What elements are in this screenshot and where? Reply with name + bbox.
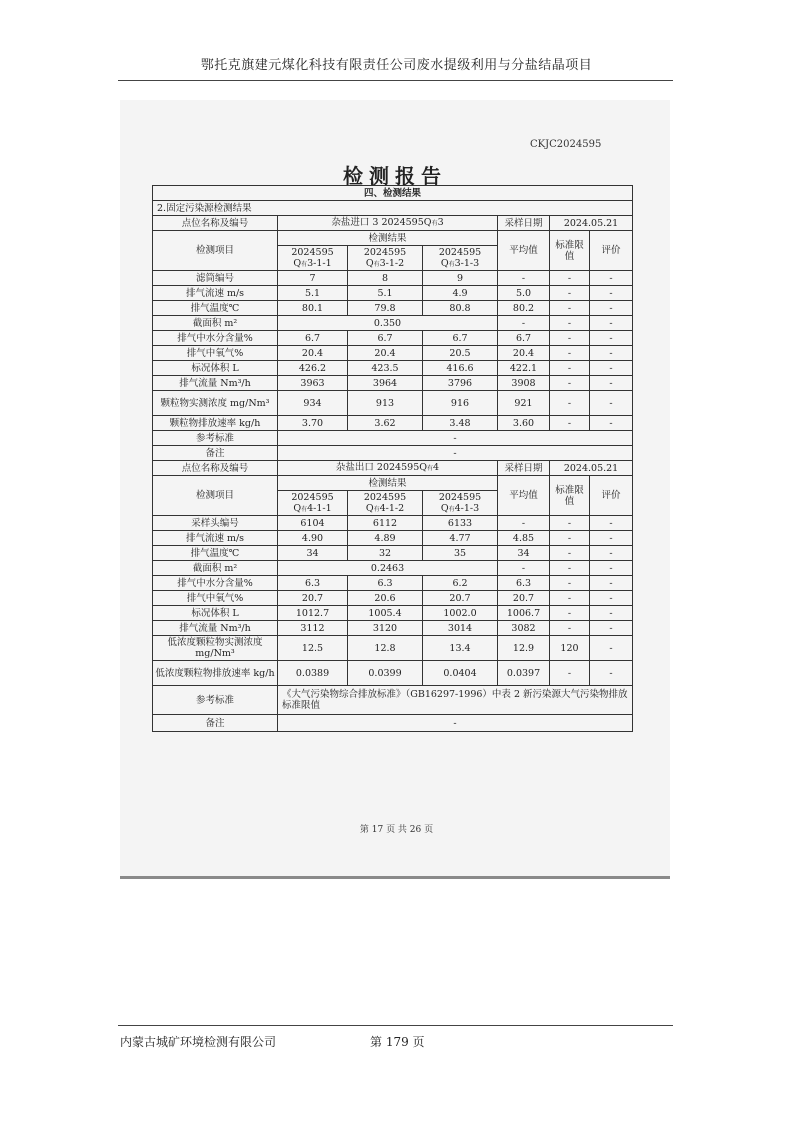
evaluation-value: - [590,621,633,636]
result-value: 80.8 [423,301,498,316]
report-title: 检测报告 [343,164,447,188]
result-value: 6.2 [423,576,498,591]
item-name: 颗粒物排放速率 kg/h [153,416,278,431]
data-row [153,416,633,431]
footer-page-number: 第 179 页 [370,1035,425,1049]
average-value: 12.9 [498,636,550,661]
data-row [153,316,633,331]
result-value: 6.7 [423,331,498,346]
sample-prefix: 2024595 [363,491,407,503]
result-value: 426.2 [278,361,348,376]
remarks-label: 备注 [153,715,278,732]
report-code: CKJC2024595 [530,139,602,150]
sample-subscript: 有 [448,260,455,268]
results-header: 检测结果 [278,231,498,246]
result-value: 3963 [278,376,348,391]
evaluation-value: - [590,416,633,431]
sample-code-suffix: 3-1-1 [307,257,332,269]
average-value: 4.85 [498,531,550,546]
limit-value: - [550,416,590,431]
item-name: 排气温度℃ [153,546,278,561]
point-text: 杂盐进口 3 2024595Q [331,217,432,228]
result-value: 3112 [278,621,348,636]
average-value: 0.0397 [498,661,550,686]
point-label: 点位名称及编号 [153,461,278,476]
item-name: 排气中氧气% [153,346,278,361]
average-value: 422.1 [498,361,550,376]
evaluation-value: - [590,346,633,361]
result-value: 20.4 [348,346,423,361]
remarks-row [153,446,633,461]
remarks-value: - [278,446,633,461]
report-page-indicator: 第 17 页 共 26 页 [359,825,434,835]
sampling-date-label: 采样日期 [498,461,550,476]
remarks-value: - [278,715,633,732]
result-value: 20.5 [423,346,498,361]
data-row [153,391,633,416]
sample-code [278,246,348,271]
result-value: 3.48 [423,416,498,431]
result-value: 1012.7 [278,606,348,621]
result-value: 80.1 [278,301,348,316]
result-value: 20.7 [278,591,348,606]
result-value: 1005.4 [348,606,423,621]
data-row [153,361,633,376]
data-row [153,576,633,591]
result-value: 35 [423,546,498,561]
data-row [153,661,633,686]
result-value: 4.89 [348,531,423,546]
evaluation-value: - [590,606,633,621]
sampling-date-label: 采样日期 [498,216,550,231]
item-name: 排气中氧气% [153,591,278,606]
data-row [153,591,633,606]
average-value: 6.7 [498,331,550,346]
header-divider [118,80,673,81]
limit-value: - [550,546,590,561]
result-value: 20.4 [278,346,348,361]
result-value: 34 [278,546,348,561]
item-name: 截面积 m² [153,561,278,576]
evaluation-value: - [590,661,633,686]
item-name: 截面积 m² [153,316,278,331]
data-row [153,286,633,301]
footer-divider [118,1025,673,1026]
result-value: 7 [278,271,348,286]
data-row [153,561,633,576]
point-row [153,216,633,231]
result-value: 6.7 [278,331,348,346]
evaluation-value: - [590,391,633,416]
result-value: 79.8 [348,301,423,316]
limit-value: - [550,661,590,686]
result-value: 12.8 [348,636,423,661]
result-value: 3120 [348,621,423,636]
item-name: 标况体积 L [153,361,278,376]
result-value: 0.0389 [278,661,348,686]
average-value: 3.60 [498,416,550,431]
result-value: 13.4 [423,636,498,661]
limit-value: - [550,301,590,316]
average-value: - [498,271,550,286]
limit-value: - [550,271,590,286]
document-header-title: 鄂托克旗建元煤化科技有限责任公司废水提级利用与分盐结晶项目 [200,58,593,73]
reference-label: 参考标准 [153,686,278,715]
average-value: 921 [498,391,550,416]
item-name: 标况体积 L [153,606,278,621]
sample-q: Q [440,502,449,514]
data-row [153,606,633,621]
data-row [153,331,633,346]
evaluation-header: 评价 [590,231,633,271]
reference-row [153,431,633,446]
item-name: 低浓度颗粒物排放速率 kg/h [153,661,278,686]
header-row [153,476,633,491]
sample-code-suffix: 3-1-2 [379,257,405,269]
evaluation-value: - [590,591,633,606]
result-value: 3.70 [278,416,348,431]
point-subscript: 有 [431,220,438,227]
average-value: 6.3 [498,576,550,591]
limit-value: - [550,286,590,301]
limit-value: - [550,621,590,636]
header-row [153,231,633,246]
average-value: 1006.7 [498,606,550,621]
result-value: 5.1 [348,286,423,301]
remarks-row [153,715,633,732]
result-value: 9 [423,271,498,286]
data-row [153,546,633,561]
data-row [153,531,633,546]
result-value: 6133 [423,516,498,531]
sample-code-suffix: 3-1-3 [454,257,480,269]
item-name: 排气流速 m/s [153,531,278,546]
sample-prefix: 2024595 [291,246,334,258]
average-value: 80.2 [498,301,550,316]
evaluation-value: - [590,531,633,546]
evaluation-value: - [590,516,633,531]
evaluation-value: - [590,316,633,331]
average-value: 34 [498,546,550,561]
item-name: 排气流量 Nm³/h [153,621,278,636]
data-row [153,376,633,391]
result-value: 6112 [348,516,423,531]
limit-value: - [550,591,590,606]
sample-code [348,491,423,516]
point-label: 点位名称及编号 [153,216,278,231]
result-value: 423.5 [348,361,423,376]
evaluation-value: - [590,301,633,316]
evaluation-value: - [590,636,633,661]
item-name: 采样头编号 [153,516,278,531]
reference-row [153,686,633,715]
sample-q: Q [293,502,302,514]
limit-value: - [550,561,590,576]
sample-subscript: 有 [301,505,308,513]
sample-code-suffix: 4-1-1 [307,502,332,514]
footer-company-name: 内蒙古城矿环境检测有限公司 [120,1035,277,1049]
sample-subscript: 有 [448,505,455,513]
result-value: 3014 [423,621,498,636]
item-name: 低浓度颗粒物实测浓度 mg/Nm³ [153,636,278,661]
reference-value: - [278,431,633,446]
point-text: 杂盐出口 2024595Q [335,462,428,473]
average-value: - [498,516,550,531]
result-value: 6.3 [348,576,423,591]
result-value: 3964 [348,376,423,391]
point-value [278,216,498,231]
result-value: 0.0399 [348,661,423,686]
section-title: 四、检测结果 [153,186,633,201]
remarks-label: 备注 [153,446,278,461]
data-row [153,271,633,286]
limit-value: - [550,376,590,391]
average-value: - [498,316,550,331]
average-value: 20.7 [498,591,550,606]
limit-value: - [550,361,590,376]
result-value: 32 [348,546,423,561]
sample-subscript: 有 [373,505,380,513]
merged-value: 0.350 [278,316,498,331]
sample-code [423,491,498,516]
result-value: 4.9 [423,286,498,301]
sample-code [278,491,348,516]
result-value: 4.90 [278,531,348,546]
reference-label: 参考标准 [153,431,278,446]
point-suffix: 3 [437,217,444,228]
sample-code-suffix: 4-1-2 [379,502,405,514]
limit-value: - [550,576,590,591]
item-name: 排气流速 m/s [153,286,278,301]
average-value: 3908 [498,376,550,391]
limit-value: 120 [550,636,590,661]
average-header: 平均值 [498,476,550,516]
point-row [153,461,633,476]
average-value: - [498,561,550,576]
limit-value: - [550,346,590,361]
limit-value: - [550,391,590,416]
result-value: 6.3 [278,576,348,591]
result-value: 6.7 [348,331,423,346]
item-name: 排气中水分含量% [153,331,278,346]
sample-code-suffix: 4-1-3 [454,502,480,514]
reference-value: 《大气污染物综合排放标准》（GB16297-1996）中表 2 新污染源大气污染物排放标准限值 [278,686,633,715]
sample-prefix: 2024595 [438,491,482,503]
sample-q: Q [440,257,449,269]
evaluation-value: - [590,331,633,346]
evaluation-value: - [590,546,633,561]
result-value: 8 [348,271,423,286]
item-name: 排气中水分含量% [153,576,278,591]
sample-subscript: 有 [373,260,380,268]
limit-header: 标准限值 [550,476,590,516]
results-header: 检测结果 [278,476,498,491]
result-value: 416.6 [423,361,498,376]
item-name: 颗粒物实测浓度 mg/Nm³ [153,391,278,416]
result-value: 3796 [423,376,498,391]
average-header: 平均值 [498,231,550,271]
limit-header: 标准限值 [550,231,590,271]
average-value: 3082 [498,621,550,636]
average-value: 5.0 [498,286,550,301]
sample-code [348,246,423,271]
data-row [153,301,633,316]
item-name: 排气温度℃ [153,301,278,316]
item-header: 检测项目 [153,476,278,516]
point-subscript: 有 [427,465,434,472]
item-name: 排气流量 Nm³/h [153,376,278,391]
limit-value: - [550,531,590,546]
evaluation-value: - [590,376,633,391]
sample-prefix: 2024595 [363,246,407,258]
sample-q: Q [365,257,374,269]
item-header: 检测项目 [153,231,278,271]
evaluation-value: - [590,561,633,576]
evaluation-value: - [590,361,633,376]
result-value: 913 [348,391,423,416]
limit-value: - [550,316,590,331]
point-suffix: 4 [433,462,440,473]
data-row [153,516,633,531]
item-name: 滤筒编号 [153,271,278,286]
result-value: 12.5 [278,636,348,661]
scan-bottom-edge [120,876,670,879]
data-row [153,346,633,361]
sampling-date-value: 2024.05.21 [550,461,633,476]
data-row [153,621,633,636]
result-value: 20.7 [423,591,498,606]
sample-q: Q [293,257,302,269]
evaluation-value: - [590,576,633,591]
limit-value: - [550,516,590,531]
result-value: 5.1 [278,286,348,301]
result-value: 20.6 [348,591,423,606]
merged-value: 0.2463 [278,561,498,576]
evaluation-value: - [590,286,633,301]
result-value: 934 [278,391,348,416]
result-value: 6104 [278,516,348,531]
detection-results-table [152,185,633,732]
sampling-date-value: 2024.05.21 [550,216,633,231]
evaluation-header: 评价 [590,476,633,516]
result-value: 4.77 [423,531,498,546]
data-row [153,636,633,661]
limit-value: - [550,606,590,621]
result-value: 916 [423,391,498,416]
sample-prefix: 2024595 [438,246,482,258]
sample-q: Q [365,502,374,514]
result-value: 3.62 [348,416,423,431]
sample-subscript: 有 [301,260,308,268]
average-value: 20.4 [498,346,550,361]
result-value: 1002.0 [423,606,498,621]
sample-prefix: 2024595 [291,491,334,503]
sample-code [423,246,498,271]
point-value [278,461,498,476]
subsection-title: 2.固定污染源检测结果 [153,201,633,216]
limit-value: - [550,331,590,346]
evaluation-value: - [590,271,633,286]
result-value: 0.0404 [423,661,498,686]
